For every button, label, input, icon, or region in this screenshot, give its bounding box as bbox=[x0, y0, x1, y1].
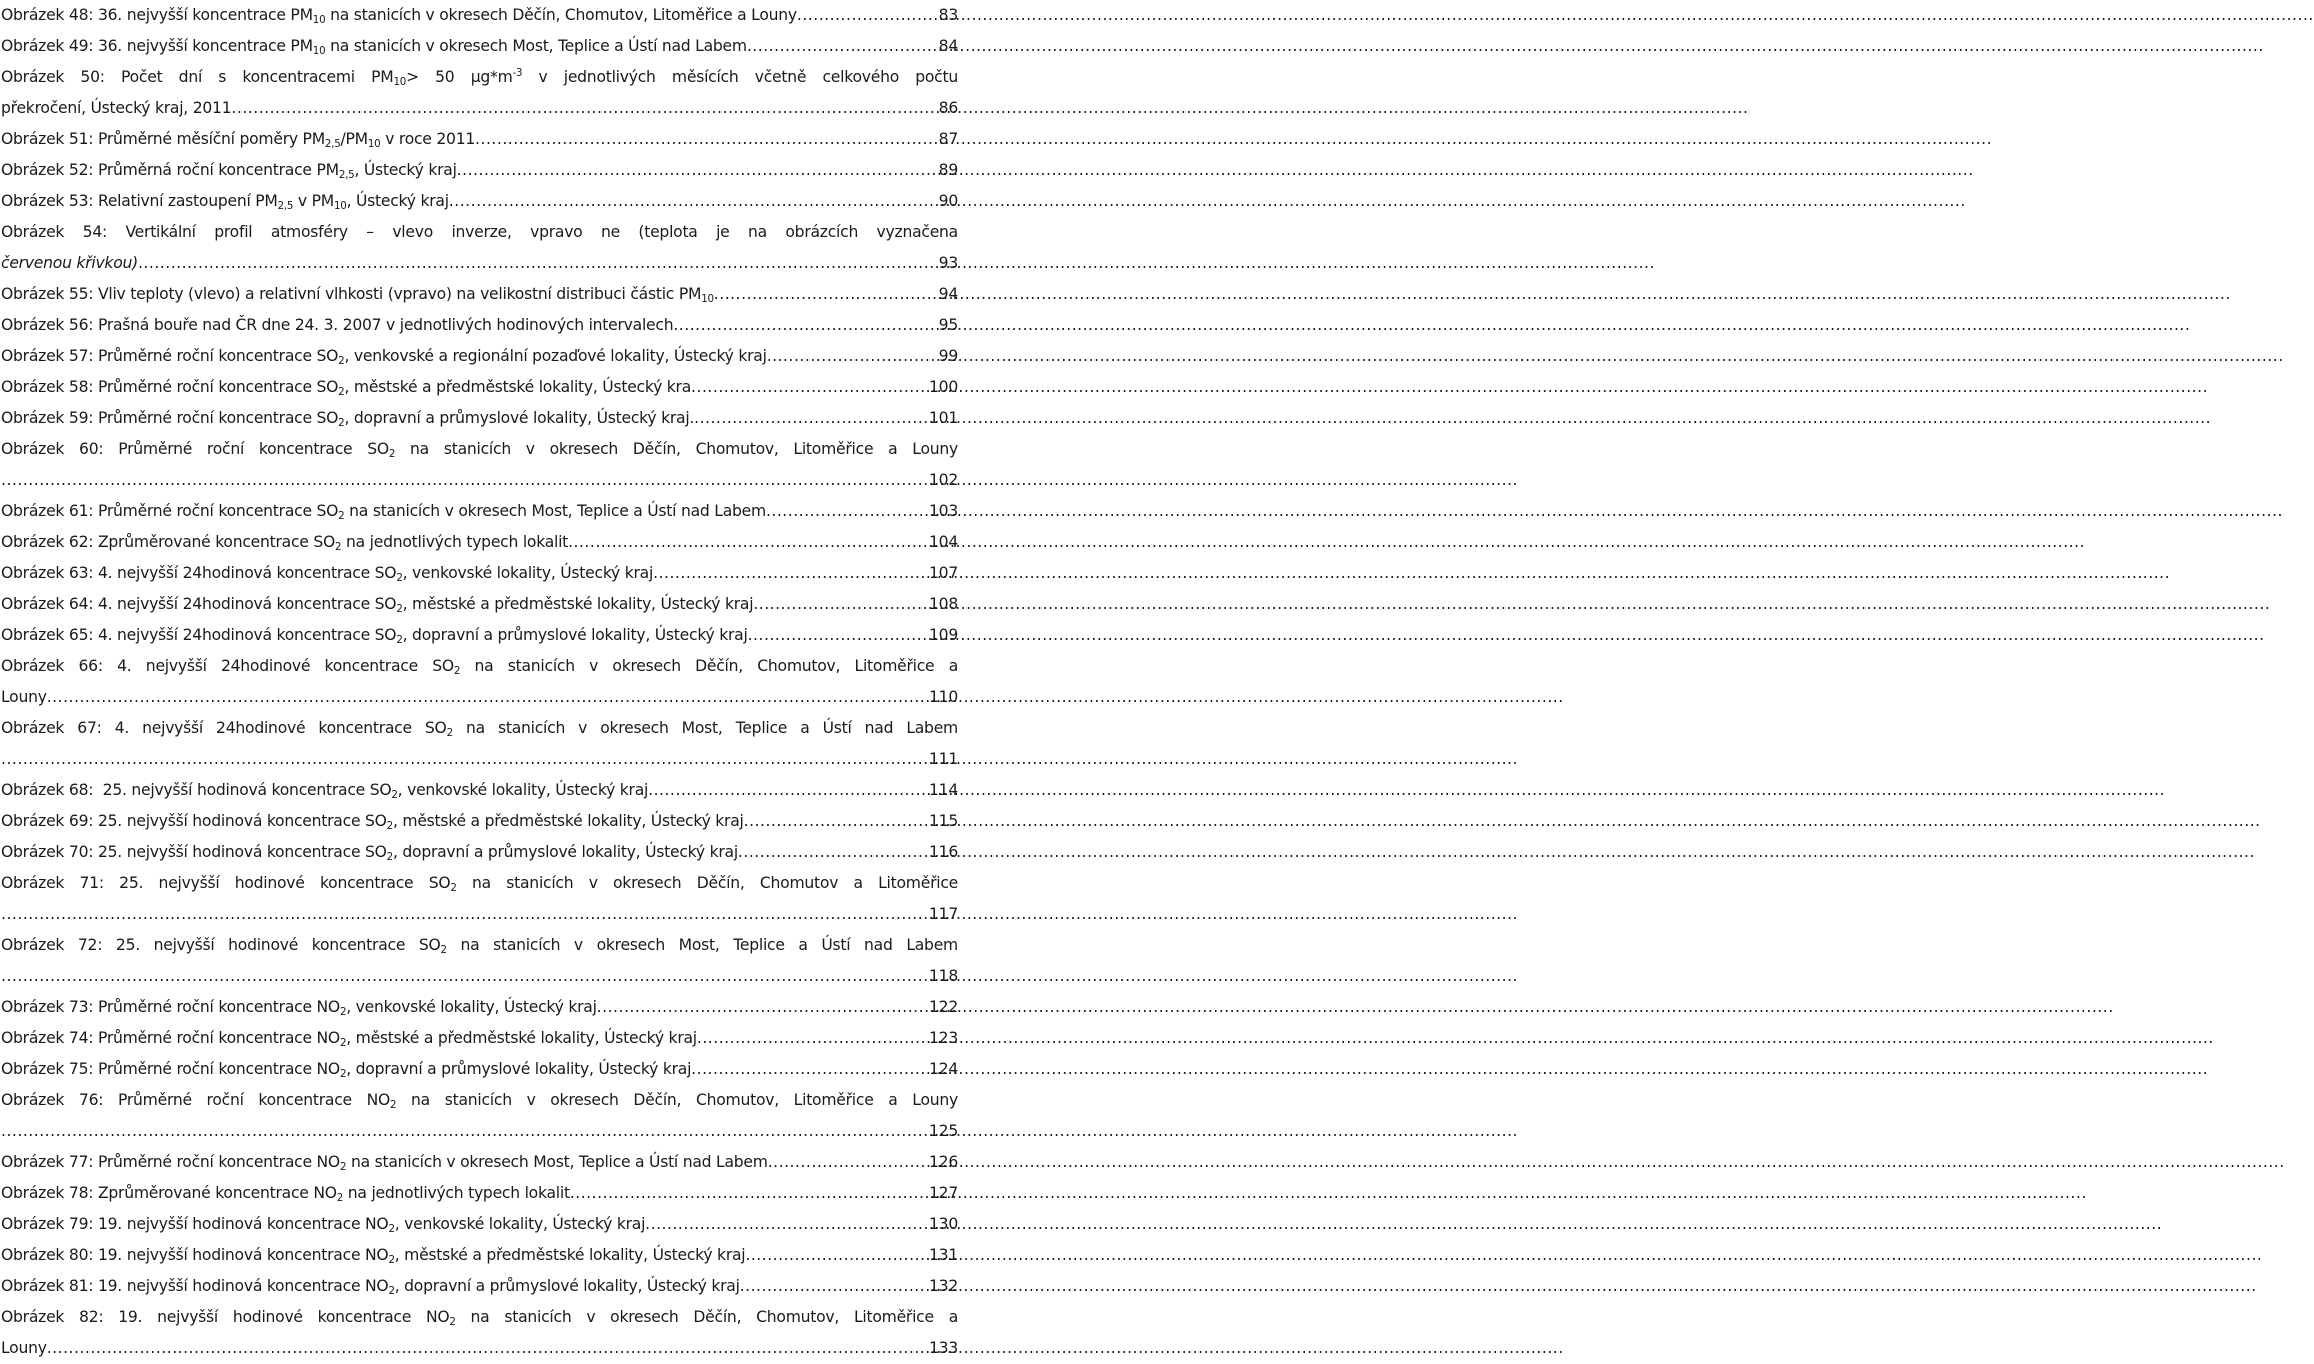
entry-title-line1: Obrázek 72: 25. nejvyšší hodinové koncentrace $SO_2$ na stanicích v okresech Most, Teplice a Ústí nad Labem bbox=[1, 936, 958, 957]
entry-title: Obrázek 77: Průměrné roční koncentrace $NO_2$ na stanicích v okresech Most, Teplice a Ústí nad Labem bbox=[1, 1153, 768, 1174]
toc-entry[interactable] bbox=[1, 1240, 958, 1271]
entry-title: Obrázek 68: 25. nejvyšší hodinová koncentrace $SO_2$, venkovské lokality, Ústecký kraj bbox=[1, 781, 649, 802]
toc-entry[interactable] bbox=[1, 806, 958, 837]
page-number: 130 bbox=[928, 1215, 958, 1233]
page-number: 107 bbox=[928, 564, 958, 582]
leader-dots bbox=[691, 1054, 929, 1085]
page-number: 86 bbox=[938, 99, 958, 117]
leader-dots bbox=[475, 124, 939, 155]
page-number: 109 bbox=[928, 626, 958, 644]
entry-title: Obrázek 49: 36. nejvyšší koncentrace $PM_{10}$ na stanicích v okresech Most, Teplice a Ústí nad Labem bbox=[1, 37, 747, 58]
page-number: 103 bbox=[928, 502, 958, 520]
page-number: 118 bbox=[928, 967, 958, 985]
leader-dots bbox=[1, 961, 929, 992]
leader-dots bbox=[744, 806, 929, 837]
entry-title: Obrázek 80: 19. nejvyšší hodinová koncentrace $NO_2$, městské a předměstské lokality, Ústecký kraj bbox=[1, 1246, 746, 1267]
table-of-figures bbox=[0, 0, 960, 1364]
page-number: 95 bbox=[938, 316, 958, 334]
leader-dots bbox=[645, 1209, 929, 1240]
page-number: 89 bbox=[938, 161, 958, 179]
entry-title-line2: Louny bbox=[1, 1339, 47, 1357]
toc-entry[interactable] bbox=[1, 1054, 958, 1085]
entry-title: Obrázek 61: Průměrné roční koncentrace $SO_2$ na stanicích v okresech Most, Teplice a Ústí nad Labem bbox=[1, 502, 766, 523]
entry-title: Obrázek 63: 4. nejvyšší 24hodinová koncentrace $SO_2$, venkovské lokality, Ústecký kraj bbox=[1, 564, 654, 585]
leader-dots bbox=[570, 1178, 929, 1209]
entry-title-line2: Louny bbox=[1, 688, 47, 706]
page-number: 123 bbox=[928, 1029, 958, 1047]
leader-dots bbox=[673, 310, 938, 341]
page-number: 122 bbox=[928, 998, 958, 1016]
leader-dots bbox=[714, 279, 939, 310]
page-number: 83 bbox=[938, 6, 958, 24]
toc-entry[interactable] bbox=[1, 62, 958, 124]
page-number: 87 bbox=[938, 130, 958, 148]
entry-title-line1: Obrázek 82: 19. nejvyšší hodinové koncentrace $NO_2$ na stanicích v okresech Děčín, Chomutov, Litoměřice a bbox=[1, 1308, 959, 1329]
leader-dots bbox=[449, 186, 939, 217]
page-number: 116 bbox=[928, 843, 958, 861]
toc-entry[interactable] bbox=[1, 1178, 958, 1209]
toc-entry[interactable] bbox=[1, 1023, 958, 1054]
entry-title: Obrázek 56: Prašná bouře nad ČR dne 24. 3. 2007 v jednotlivých hodinových intervalech bbox=[1, 316, 674, 334]
page-number: 99 bbox=[938, 347, 958, 365]
leader-dots bbox=[766, 496, 929, 527]
leader-dots bbox=[1, 1116, 929, 1147]
toc-entry[interactable] bbox=[1, 775, 958, 806]
leader-dots bbox=[47, 682, 929, 713]
leader-dots bbox=[767, 341, 939, 372]
leader-dots bbox=[138, 248, 939, 279]
toc-entry[interactable] bbox=[1, 558, 958, 589]
entry-title-line2: překročení, Ústecký kraj, 2011 bbox=[1, 99, 232, 117]
page-number: 84 bbox=[938, 37, 958, 55]
leader-dots bbox=[568, 527, 929, 558]
entry-title: Obrázek 62: Zprůměrované koncentrace $SO_2$ na jednotlivých typech lokalit bbox=[1, 533, 569, 554]
entry-title-line1: Obrázek 76: Průměrné roční koncentrace $NO_2$ na stanicích v okresech Děčín, Chomutov, Litoměřice a Louny bbox=[1, 1091, 958, 1112]
toc-entry[interactable] bbox=[1, 341, 958, 372]
toc-entry[interactable] bbox=[1, 1302, 958, 1364]
page-number: 117 bbox=[928, 905, 958, 923]
entry-title: Obrázek 59: Průměrné roční koncentrace $SO_2$, dopravní a průmyslové lokality, Ústecký kraj. bbox=[1, 409, 695, 430]
entry-title-line1: Obrázek 67: 4. nejvyšší 24hodinové koncentrace $SO_2$ na stanicích v okresech Most, Teplice a Ústí nad Labem bbox=[1, 719, 958, 740]
toc-entry[interactable] bbox=[1, 496, 958, 527]
leader-dots bbox=[748, 620, 929, 651]
entry-title: Obrázek 73: Průměrné roční koncentrace $NO_2$, venkovské lokality, Ústecký kraj bbox=[1, 998, 597, 1019]
toc-entry[interactable] bbox=[1, 1271, 958, 1302]
leader-dots bbox=[797, 0, 939, 31]
entry-title: Obrázek 51: Průměrné měsíční poměry $PM_{2,5}/PM_{10}$ v roce 2011 bbox=[1, 130, 476, 151]
page-number: 124 bbox=[928, 1060, 958, 1078]
page-number: 132 bbox=[928, 1277, 958, 1295]
leader-dots bbox=[653, 558, 929, 589]
page-number: 131 bbox=[928, 1246, 958, 1264]
page-number: 90 bbox=[938, 192, 958, 210]
entry-title: Obrázek 70: 25. nejvyšší hodinová koncentrace $SO_2$, dopravní a průmyslové lokality, Ústecký kraj bbox=[1, 843, 738, 864]
page-number: 115 bbox=[928, 812, 958, 830]
page-number: 100 bbox=[928, 378, 958, 396]
leader-dots bbox=[648, 775, 929, 806]
page-number: 126 bbox=[928, 1153, 958, 1171]
page-number: 93 bbox=[938, 254, 958, 272]
entry-title: Obrázek 69: 25. nejvyšší hodinová koncentrace $SO_2$, městské a předměstské lokality, Ústecký kraj bbox=[1, 812, 744, 833]
toc-entry[interactable] bbox=[1, 186, 958, 217]
leader-dots bbox=[597, 992, 929, 1023]
page-number: 127 bbox=[928, 1184, 958, 1202]
toc-entry[interactable] bbox=[1, 124, 958, 155]
leader-dots bbox=[697, 1023, 929, 1054]
toc-entry[interactable] bbox=[1, 713, 958, 775]
entry-title-line1: Obrázek 50: Počet dní s koncentracemi $PM_{10}> 50$ $\mu g*m^{-3}$ v jednotlivých měsících včetně celkového počtu bbox=[1, 66, 958, 89]
toc-entry[interactable] bbox=[1, 403, 958, 434]
page-number: 101 bbox=[928, 409, 958, 427]
toc-entry[interactable] bbox=[1, 620, 958, 651]
entry-title: Obrázek 64: 4. nejvyšší 24hodinová koncentrace $SO_2$, městské a předměstské lokality, Ústecký kraj bbox=[1, 595, 754, 616]
page-number: 111 bbox=[928, 750, 958, 768]
page-number: 133 bbox=[928, 1339, 958, 1357]
leader-dots bbox=[738, 837, 929, 868]
leader-dots bbox=[747, 31, 939, 62]
toc-entry[interactable] bbox=[1, 372, 958, 403]
entry-title: Obrázek 78: Zprůměrované koncentrace $NO_2$ na jednotlivých typech lokalit bbox=[1, 1184, 570, 1205]
toc-entry[interactable] bbox=[1, 279, 958, 310]
page-number: 114 bbox=[928, 781, 958, 799]
page-number: 104 bbox=[928, 533, 958, 551]
leader-dots bbox=[753, 589, 929, 620]
toc-entry[interactable] bbox=[1, 1147, 958, 1178]
entry-title-line1: Obrázek 66: 4. nejvyšší 24hodinové koncentrace $SO_2$ na stanicích v okresech Děčín, Chomutov, Litoměřice a bbox=[1, 657, 958, 678]
leader-dots bbox=[691, 372, 929, 403]
toc-entry[interactable] bbox=[1, 651, 958, 713]
toc-entry[interactable] bbox=[1, 31, 958, 62]
entry-title: Obrázek 48: 36. nejvyšší koncentrace $PM_{10}$ na stanicích v okresech Děčín, Chomutov, Litoměřice a Louny bbox=[1, 6, 797, 27]
leader-dots bbox=[694, 403, 929, 434]
entry-title: Obrázek 65: 4. nejvyšší 24hodinová koncentrace $SO_2$, dopravní a průmyslové lokality, Ústecký kraj bbox=[1, 626, 748, 647]
entry-title: Obrázek 81: 19. nejvyšší hodinová koncentrace $NO_2$, dopravní a průmyslové lokality, Ústecký kraj bbox=[1, 1277, 740, 1298]
page-number: 102 bbox=[928, 471, 958, 489]
page-number: 108 bbox=[928, 595, 958, 613]
leader-dots bbox=[1, 465, 929, 496]
entry-title: Obrázek 55: Vliv teploty (vlevo) a relativní vlhkosti (vpravo) na velikostní distribuci částic $PM_{10}$ bbox=[1, 285, 714, 306]
page-number: 94 bbox=[938, 285, 958, 303]
entry-title-line1: Obrázek 54: Vertikální profil atmosféry – vlevo inverze, vpravo ne (teplota je na obrázcích vyznačena bbox=[1, 223, 958, 241]
leader-dots bbox=[231, 93, 938, 124]
toc-entry[interactable] bbox=[1, 1085, 958, 1147]
toc-entry[interactable] bbox=[1, 434, 958, 496]
entry-title: Obrázek 57: Průměrné roční koncentrace $SO_2$, venkovské a regionální pozaďové lokality, Ústecký kraj bbox=[1, 347, 767, 368]
entry-title-line1: Obrázek 71: 25. nejvyšší hodinové koncentrace $SO_2$ na stanicích v okresech Děčín, Chomutov a Litoměřice bbox=[1, 874, 958, 895]
toc-entry[interactable] bbox=[1, 930, 958, 992]
entry-title: Obrázek 79: 19. nejvyšší hodinová koncentrace $NO_2$, venkovské lokality, Ústecký kraj bbox=[1, 1215, 646, 1236]
toc-entry[interactable] bbox=[1, 527, 958, 558]
page-number: 125 bbox=[928, 1122, 958, 1140]
toc-entry[interactable] bbox=[1, 217, 958, 279]
leader-dots bbox=[47, 1333, 929, 1364]
toc-entry[interactable] bbox=[1, 589, 958, 620]
entry-title-line1: Obrázek 60: Průměrné roční koncentrace $SO_2$ na stanicích v okresech Děčín, Chomutov, Litoměřice a Louny bbox=[1, 440, 958, 461]
leader-dots bbox=[768, 1147, 929, 1178]
leader-dots bbox=[745, 1240, 929, 1271]
leader-dots bbox=[1, 899, 929, 930]
entry-title: Obrázek 58: Průměrné roční koncentrace $SO_2$, městské a předměstské lokality, Ústecký kra bbox=[1, 378, 692, 399]
entry-title: Obrázek 53: Relativní zastoupení $PM_{2,5}$ v $PM_{10}$, Ústecký kraj bbox=[1, 192, 449, 213]
leader-dots bbox=[457, 155, 939, 186]
toc-entry[interactable] bbox=[1, 0, 958, 31]
leader-dots bbox=[1, 744, 929, 775]
page-number: 110 bbox=[928, 688, 958, 706]
leader-dots bbox=[740, 1271, 929, 1302]
entry-title: Obrázek 75: Průměrné roční koncentrace $NO_2$, dopravní a průmyslové lokality, Ústecký kraj bbox=[1, 1060, 692, 1081]
toc-entry[interactable] bbox=[1, 310, 958, 341]
entry-title: Obrázek 52: Průměrná roční koncentrace $PM_{2,5}$, Ústecký kraj bbox=[1, 161, 457, 182]
toc-entry[interactable] bbox=[1, 1209, 958, 1240]
entry-title: Obrázek 74: Průměrné roční koncentrace $NO_2$, městské a předměstské lokality, Ústecký kraj bbox=[1, 1029, 697, 1050]
toc-entry[interactable] bbox=[1, 992, 958, 1023]
toc-entry[interactable] bbox=[1, 868, 958, 930]
toc-entry[interactable] bbox=[1, 155, 958, 186]
entry-title-line2: červenou křivkou) bbox=[1, 254, 138, 272]
toc-entry[interactable] bbox=[1, 837, 958, 868]
